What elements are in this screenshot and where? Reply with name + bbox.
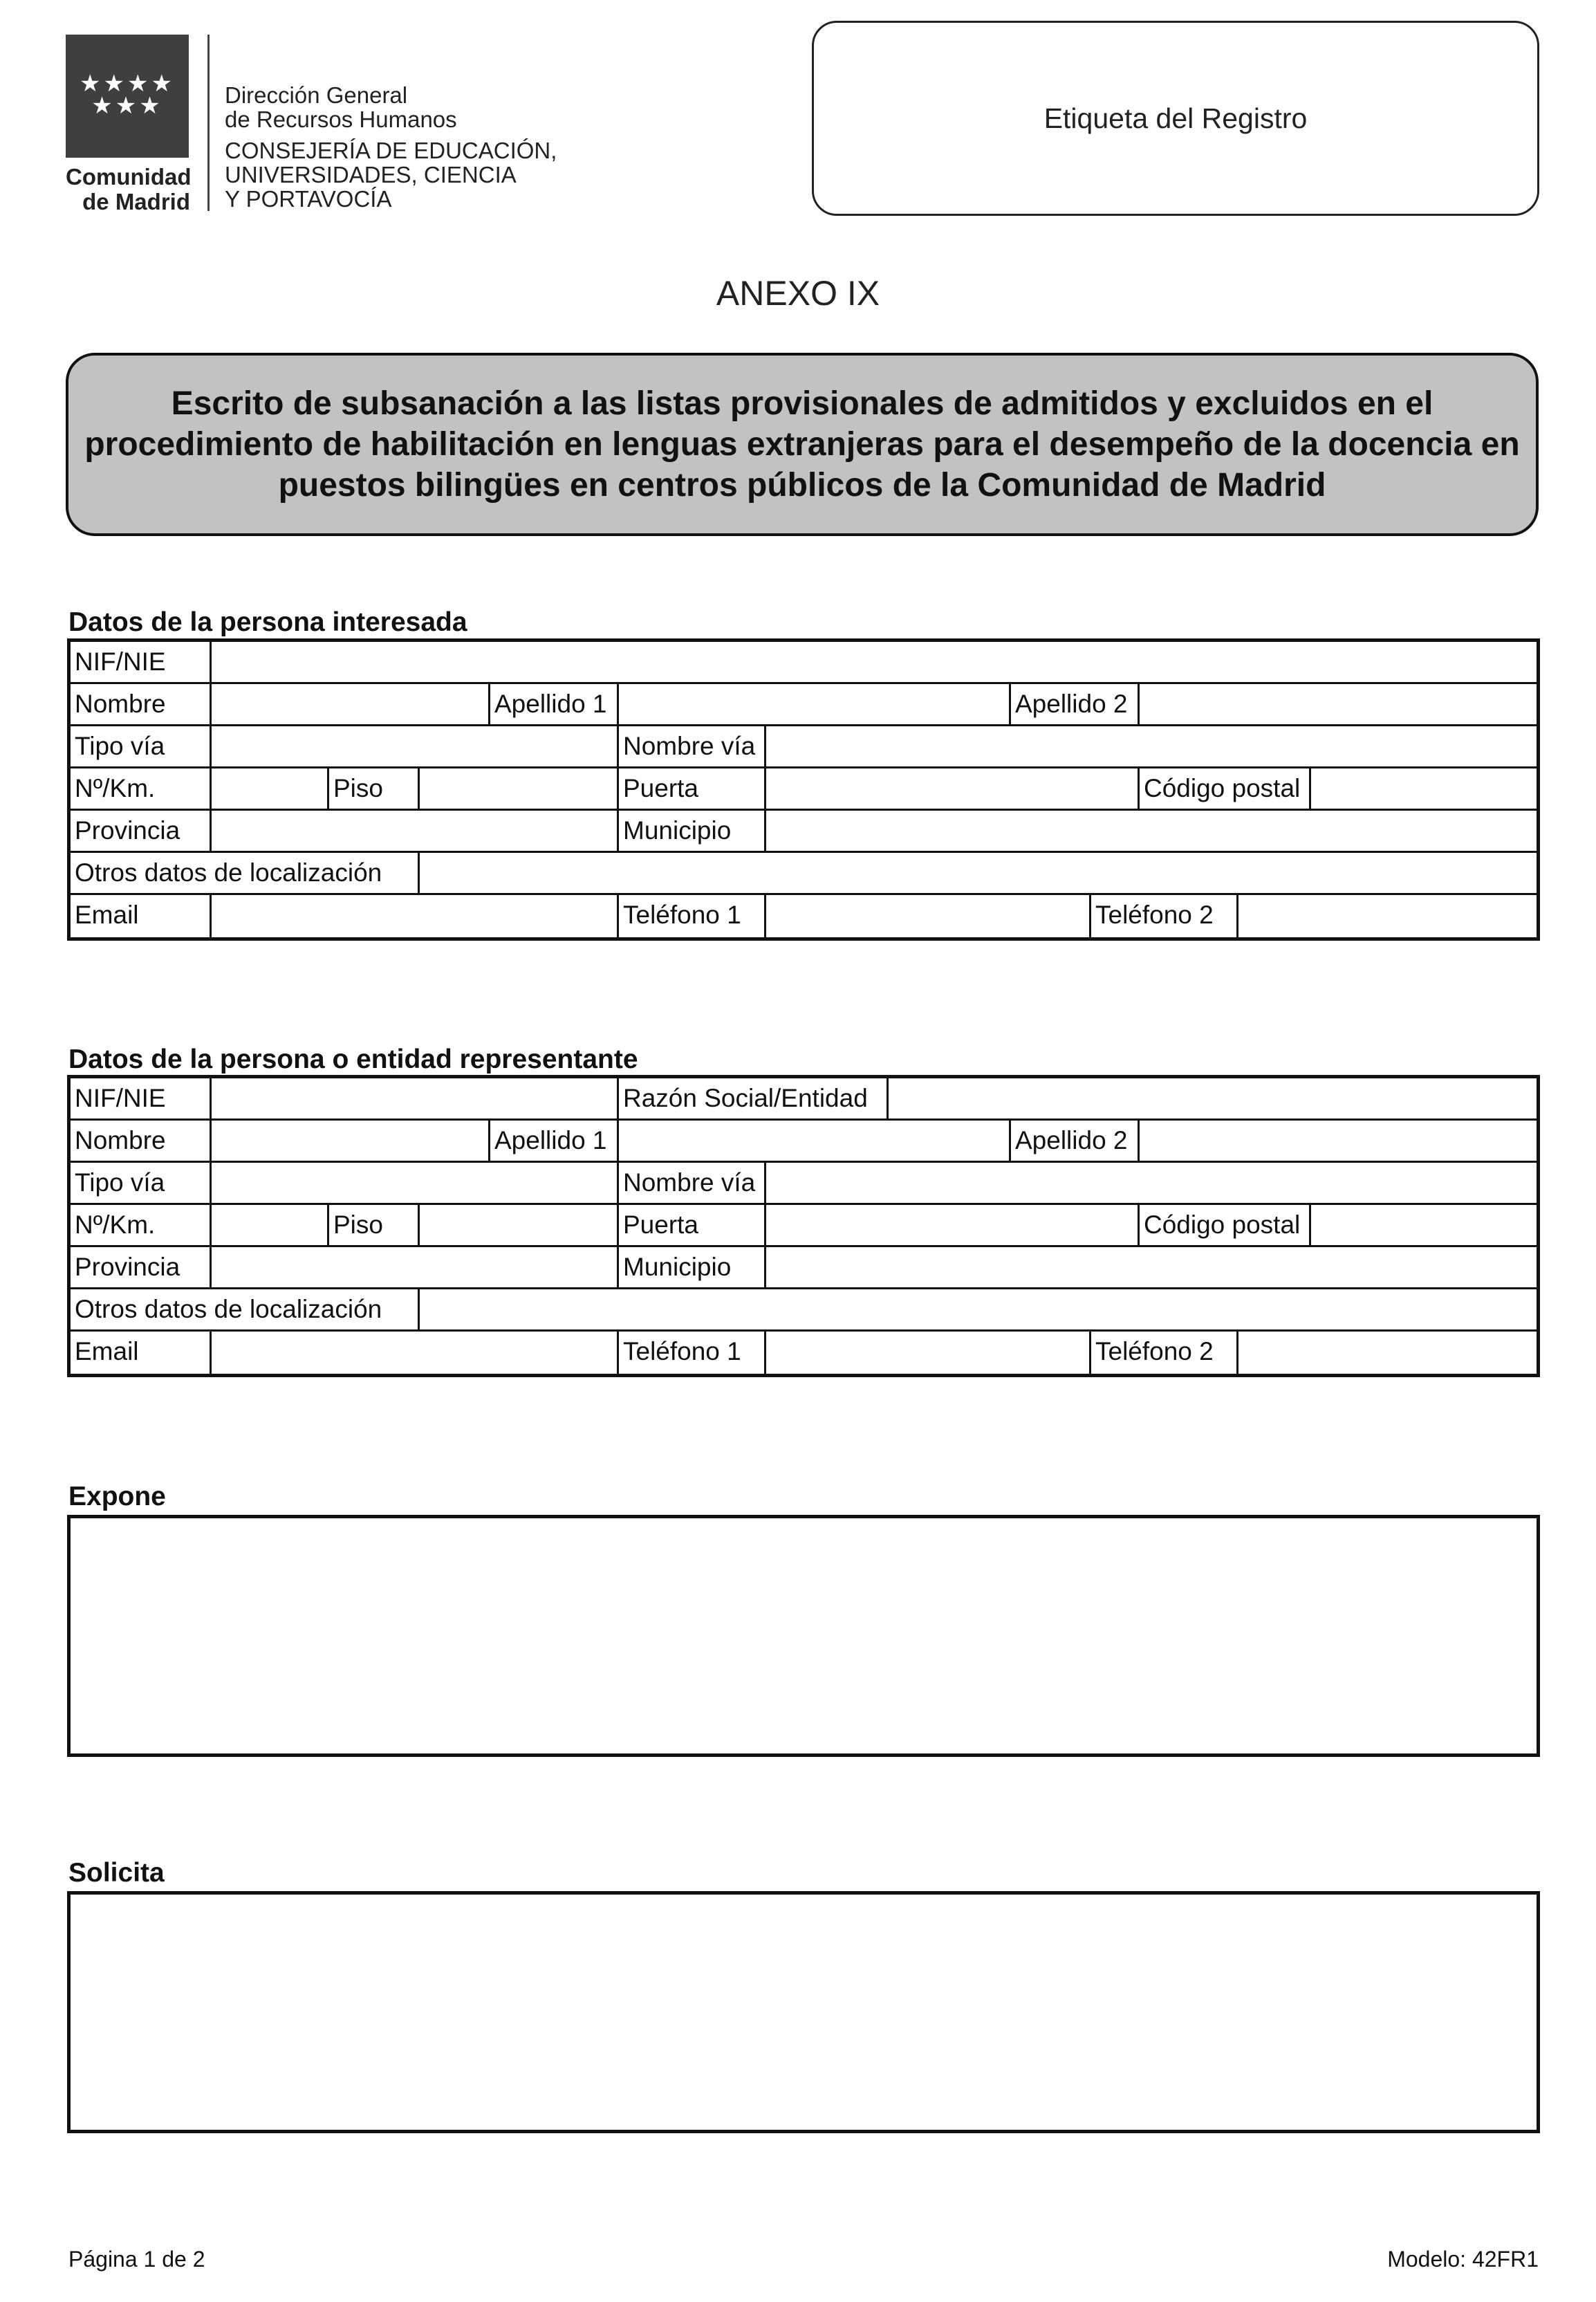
interesada-table — [67, 638, 1540, 941]
rep-num-km-input[interactable] — [210, 1205, 327, 1245]
num-km-label: Nº/Km. — [75, 774, 156, 802]
table-row — [71, 1332, 1537, 1374]
puerta-input[interactable] — [764, 768, 1138, 809]
rep-telefono2-input[interactable] — [1236, 1332, 1537, 1374]
rep-nif-label: NIF/NIE — [75, 1084, 166, 1112]
rep-nif-input[interactable] — [210, 1078, 617, 1118]
dept-line2: de Recursos Humanos — [225, 107, 457, 132]
rep-apellido1-input[interactable] — [617, 1121, 1009, 1161]
apellido1-input[interactable] — [617, 684, 1009, 724]
table-row — [71, 1289, 1537, 1332]
email-label: Email — [75, 901, 139, 929]
table-row — [71, 684, 1537, 726]
piso-label: Piso — [327, 768, 418, 809]
nombre-via-input[interactable] — [764, 726, 1537, 766]
rep-codigo-postal-label: Código postal — [1138, 1205, 1309, 1245]
modelo-code: Modelo: 42FR1 — [1387, 2247, 1539, 2272]
rep-telefono1-label: Teléfono 1 — [617, 1332, 764, 1374]
codigo-postal-input[interactable] — [1309, 768, 1537, 809]
dept-line1: Dirección General — [225, 82, 408, 108]
rep-codigo-postal-input[interactable] — [1309, 1205, 1537, 1245]
solicita-textarea[interactable] — [67, 1891, 1540, 2133]
rep-otros-datos-input[interactable] — [418, 1289, 1537, 1329]
page-number: Página 1 de 2 — [68, 2247, 205, 2272]
rep-nombre-input[interactable] — [210, 1121, 488, 1161]
registro-label: Etiqueta del Registro — [1043, 102, 1308, 134]
dept-line3: CONSEJERÍA DE EDUCACIÓN, — [225, 138, 557, 163]
rep-razon-social-label: Razón Social/Entidad — [617, 1078, 887, 1118]
rep-apellido2-label: Apellido 2 — [1009, 1121, 1138, 1161]
table-row — [71, 642, 1537, 684]
table-row — [71, 768, 1537, 811]
rep-puerta-input[interactable] — [764, 1205, 1138, 1245]
nombre-via-label: Nombre vía — [617, 726, 764, 766]
table-row — [71, 1247, 1537, 1289]
table-row — [71, 1078, 1537, 1121]
nombre-input[interactable] — [210, 684, 488, 724]
tipo-via-label: Tipo vía — [75, 732, 165, 760]
section-title-representante: Datos de la persona o entidad representante — [68, 1044, 638, 1074]
rep-tipo-via-input[interactable] — [210, 1163, 617, 1203]
registro-label-box — [812, 21, 1539, 216]
rep-municipio-input[interactable] — [764, 1247, 1537, 1287]
rep-telefono1-input[interactable] — [764, 1332, 1089, 1374]
form-title-box — [66, 353, 1539, 536]
expone-textarea[interactable] — [67, 1515, 1540, 1757]
table-row — [71, 1205, 1537, 1247]
rep-provincia-input[interactable] — [210, 1247, 617, 1287]
section-title-solicita: Solicita — [68, 1858, 165, 1888]
table-row — [71, 853, 1537, 895]
tipo-via-input[interactable] — [210, 726, 617, 766]
dept-line4: UNIVERSIDADES, CIENCIA — [225, 162, 517, 187]
provincia-label: Provincia — [75, 816, 180, 845]
form-title: Escrito de subsanación a las listas provisionales de admitidos y excluidos en el procedimiento de habilitación en lenguas extranjeras para el desempeño de la docencia en puestos bilingües en centros públicos de la Comunidad de Madrid — [84, 385, 1520, 504]
nif-input[interactable] — [210, 642, 1537, 682]
puerta-label: Puerta — [617, 768, 764, 809]
rep-email-input[interactable] — [210, 1332, 617, 1374]
rep-email-label: Email — [75, 1337, 139, 1365]
rep-nombre-via-input[interactable] — [764, 1163, 1537, 1203]
apellido2-label: Apellido 2 — [1009, 684, 1138, 724]
telefono1-label: Teléfono 1 — [617, 895, 764, 937]
logo-wordmark — [66, 165, 190, 214]
representante-table — [67, 1075, 1540, 1377]
logo-emblem — [66, 35, 189, 158]
apellido2-input[interactable] — [1138, 684, 1537, 724]
rep-num-km-label: Nº/Km. — [75, 1210, 156, 1239]
rep-razon-social-input[interactable] — [887, 1078, 1537, 1118]
codigo-postal-label: Código postal — [1138, 768, 1309, 809]
table-row — [71, 1121, 1537, 1163]
section-title-interesada: Datos de la persona interesada — [68, 607, 467, 637]
telefono1-input[interactable] — [764, 895, 1089, 937]
rep-municipio-label: Municipio — [617, 1247, 764, 1287]
rep-piso-input[interactable] — [418, 1205, 617, 1245]
rep-nombre-via-label: Nombre vía — [617, 1163, 764, 1203]
table-row — [71, 726, 1537, 768]
rep-puerta-label: Puerta — [617, 1205, 764, 1245]
table-row — [71, 1163, 1537, 1205]
rep-piso-label: Piso — [327, 1205, 418, 1245]
comunidad-madrid-logo — [66, 35, 190, 214]
nombre-label: Nombre — [75, 690, 166, 718]
municipio-input[interactable] — [764, 811, 1537, 851]
table-row — [71, 895, 1537, 937]
anexo-heading: ANEXO IX — [716, 274, 880, 313]
rep-telefono2-label: Teléfono 2 — [1089, 1332, 1236, 1374]
otros-datos-input[interactable] — [418, 853, 1537, 893]
nif-label: NIF/NIE — [75, 647, 166, 676]
otros-datos-label: Otros datos de localización — [75, 858, 382, 887]
telefono2-label: Teléfono 2 — [1089, 895, 1236, 937]
piso-input[interactable] — [418, 768, 617, 809]
stars-icon: ★★★★ ★★★ — [80, 71, 175, 119]
email-input[interactable] — [210, 895, 617, 937]
section-title-expone: Expone — [68, 1482, 166, 1511]
rep-nombre-label: Nombre — [75, 1126, 166, 1154]
municipio-label: Municipio — [617, 811, 764, 851]
header-divider — [207, 35, 210, 211]
rep-apellido1-label: Apellido 1 — [488, 1121, 617, 1161]
rep-apellido2-input[interactable] — [1138, 1121, 1537, 1161]
rep-otros-datos-label: Otros datos de localización — [75, 1295, 382, 1323]
telefono2-input[interactable] — [1236, 895, 1537, 937]
dept-line5: Y PORTAVOCÍA — [225, 186, 392, 212]
logo-line1: Comunidad — [66, 164, 192, 190]
department-info — [225, 83, 557, 211]
logo-line2: de Madrid — [82, 189, 190, 214]
num-km-input[interactable] — [210, 768, 327, 809]
rep-tipo-via-label: Tipo vía — [75, 1168, 165, 1197]
table-row — [71, 811, 1537, 853]
provincia-input[interactable] — [210, 811, 617, 851]
apellido1-label: Apellido 1 — [488, 684, 617, 724]
rep-provincia-label: Provincia — [75, 1253, 180, 1281]
